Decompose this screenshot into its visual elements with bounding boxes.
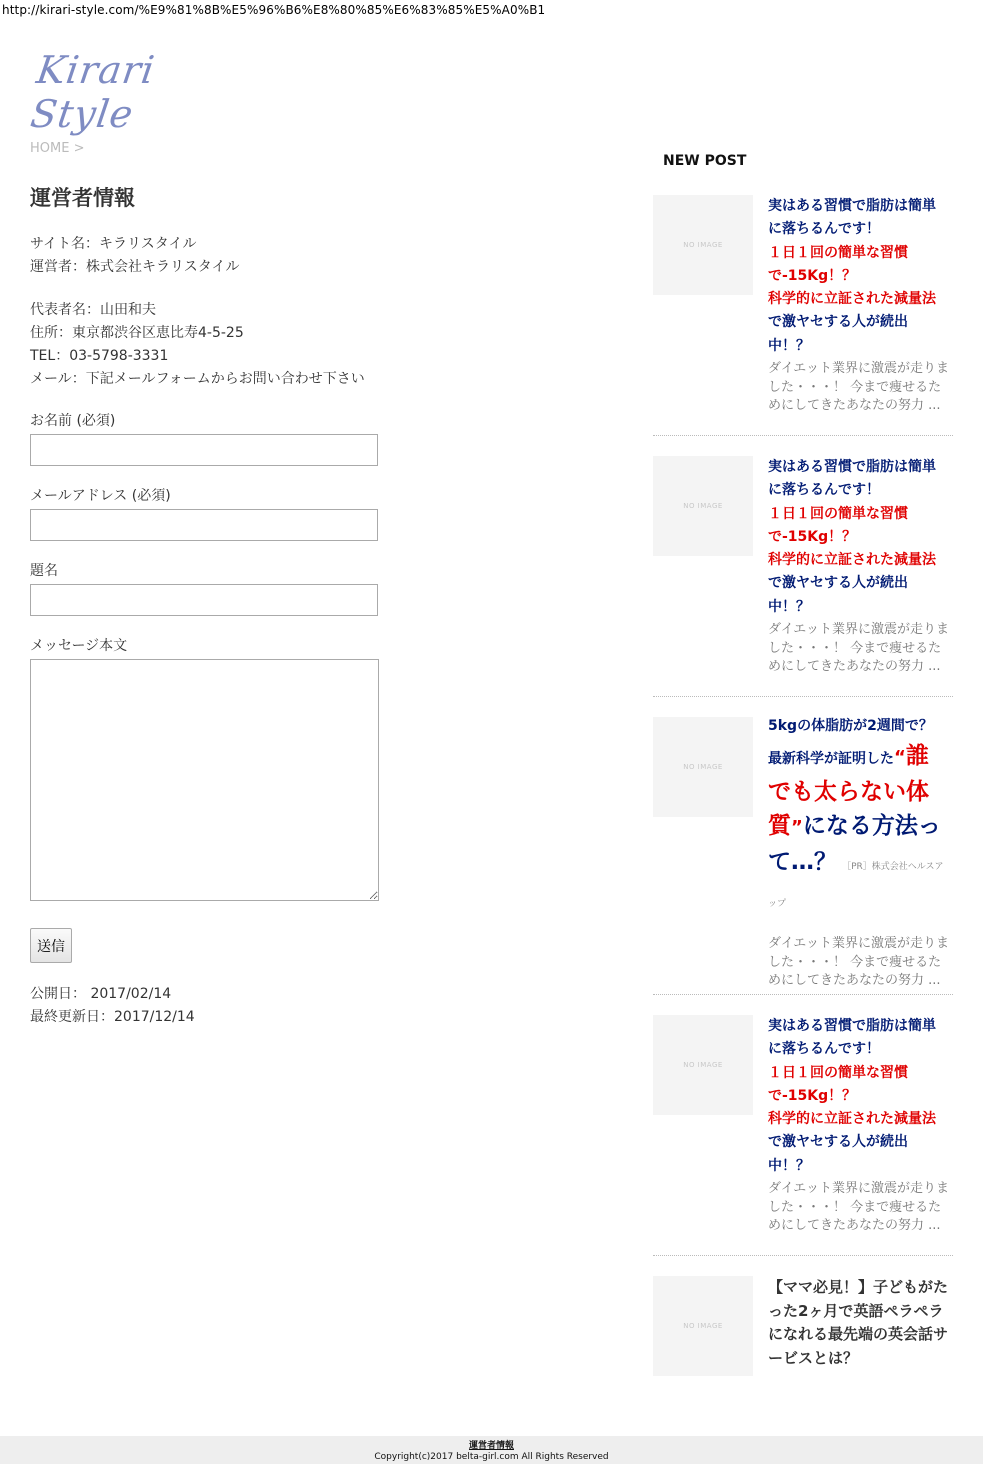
subject-label: 題名	[30, 563, 58, 579]
address-line: 住所：東京都渋谷区恵比寿4-5-25	[30, 325, 244, 341]
footer-operator-link[interactable]: 運営者情報	[468, 1441, 514, 1451]
post-title-line[interactable]: ービスとは？	[768, 1348, 859, 1367]
email-input[interactable]	[30, 509, 378, 541]
address-bar-url: http://kirari-style.com/%E9%81%8B%E5%96%B6%E8%80%85%E6%83%85%E5%A0%B1	[2, 3, 546, 17]
post-divider	[653, 1255, 953, 1256]
post-title-line[interactable]: で-15Kg！？	[768, 1087, 857, 1104]
message-label: メッセージ本文	[30, 638, 128, 654]
name-label: お名前 (必須)	[30, 413, 116, 429]
email-label: メールアドレス (必須)	[30, 488, 171, 504]
post-title-line[interactable]: 科学的に立証された減量法	[768, 552, 936, 569]
post-title-line[interactable]: った2ヶ月で英語ペラペラ	[768, 1301, 944, 1320]
post-title-fragment[interactable]: て…？	[768, 849, 837, 875]
post-body[interactable]	[768, 1276, 950, 1370]
post-thumbnail[interactable]: NO IMAGE	[653, 456, 753, 556]
post-excerpt: ダイエット業界に激震が走りました・・・！ 今まで痩せるためにしてきたあなたの努力 ...	[768, 936, 949, 988]
message-textarea[interactable]	[30, 659, 379, 901]
site-logo[interactable]	[27, 48, 266, 136]
post-title-line[interactable]: 中！？	[768, 1157, 810, 1174]
breadcrumb-home-link[interactable]: HOME >	[30, 141, 85, 156]
post-body[interactable]	[768, 1015, 950, 1236]
updated-date: 最終更新日：2017/12/14	[30, 1009, 195, 1025]
mail-line: メール：下記メールフォームからお問い合わせ下さい	[30, 371, 365, 387]
post-thumbnail[interactable]: NO IMAGE	[653, 1276, 753, 1376]
subject-input[interactable]	[30, 584, 378, 616]
post-title-line[interactable]: に落ちるんです！	[768, 482, 880, 499]
operator-line: 運営者：株式会社キラリスタイル	[30, 259, 240, 275]
footer	[0, 1436, 983, 1464]
post-title-line[interactable]: で激ヤセする人が続出	[768, 1134, 908, 1151]
contact-form	[30, 410, 382, 901]
post-title-line[interactable]: 5kgの体脂肪が2週間で？	[768, 718, 933, 734]
post-title-fragment[interactable]: 最新科学が証明した	[768, 751, 894, 767]
name-input[interactable]	[30, 434, 378, 466]
site-info-block	[30, 233, 239, 279]
post-title-line[interactable]	[768, 739, 950, 775]
tel-line: TEL：03-5798-3331	[30, 348, 169, 364]
sidebar-title: NEW POST	[663, 153, 747, 169]
submit-button[interactable]: 送信	[30, 928, 72, 963]
post-title-line[interactable]: 科学的に立証された減量法	[768, 291, 936, 308]
post-title-fragment[interactable]: 誰	[905, 743, 929, 769]
post-excerpt: ダイエット業界に激震が走りました・・・！ 今まで痩せるためにしてきたあなたの努力 ...	[768, 361, 949, 414]
page-title: 運営者情報	[30, 186, 135, 210]
post-title-fragment[interactable]: 質	[768, 813, 791, 839]
post-title-line[interactable]: で激ヤセする人が続出	[768, 575, 908, 592]
quote-mark: “	[894, 747, 906, 768]
post-title-line[interactable]: １日１回の簡単な習慣	[768, 505, 908, 522]
post-title-line[interactable]: 実はある習慣で脂肪は簡単	[768, 459, 936, 475]
post-thumbnail[interactable]: NO IMAGE	[653, 195, 753, 295]
post-title-line[interactable]: で激ヤセする人が続出	[768, 314, 908, 331]
footer-copyright: Copyright(c)2017 belta-girl.com All Rights Reserved	[374, 1452, 609, 1462]
contact-info-block	[30, 299, 365, 391]
post-body[interactable]	[768, 713, 950, 991]
breadcrumb[interactable]	[30, 141, 84, 156]
post-title-line[interactable]: 【ママ必見！】子どもがた	[768, 1278, 949, 1296]
post-title-line[interactable]: 中！？	[768, 598, 810, 615]
site-name-line: サイト名：キラリスタイル	[30, 236, 197, 252]
post-divider	[653, 994, 953, 995]
post-body[interactable]	[768, 195, 950, 416]
pr-label: ［PR］株式会社ヘルスアップ	[768, 862, 944, 909]
post-thumbnail[interactable]: NO IMAGE	[653, 717, 753, 817]
post-title-line[interactable]: １日１回の簡単な習慣	[768, 1064, 908, 1081]
post-thumbnail[interactable]: NO IMAGE	[653, 1015, 753, 1115]
post-dates	[30, 983, 195, 1029]
published-date: 公開日： 2017/02/14	[30, 986, 172, 1002]
post-title-line[interactable]: に落ちるんです！	[768, 221, 880, 238]
post-excerpt: ダイエット業界に激震が走りました・・・！ 今まで痩せるためにしてきたあなたの努力 ...	[768, 1181, 949, 1234]
quote-mark: ”	[791, 817, 803, 838]
post-title-line[interactable]	[768, 809, 950, 845]
post-body[interactable]	[768, 456, 950, 677]
post-title-line[interactable]: 科学的に立証された減量法	[768, 1111, 936, 1128]
post-title-line[interactable]: でも太らない体	[768, 779, 929, 805]
post-title-line[interactable]: で-15Kg！？	[768, 267, 857, 284]
post-title-line[interactable]: 実はある習慣で脂肪は簡単	[768, 198, 936, 214]
post-title-line[interactable]: 実はある習慣で脂肪は簡単	[768, 1018, 936, 1034]
post-title-line[interactable]: １日１回の簡単な習慣	[768, 244, 908, 261]
post-title-line[interactable]: で-15Kg！？	[768, 528, 857, 545]
representative-line: 代表者名：山田和夫	[30, 302, 156, 318]
post-excerpt: ダイエット業界に激震が走りました・・・！ 今まで痩せるためにしてきたあなたの努力 ...	[768, 622, 949, 675]
post-divider	[653, 696, 953, 697]
post-title-line[interactable]: になれる最先端の英会話サ	[768, 1325, 949, 1343]
post-title-fragment[interactable]: になる方法っ	[802, 813, 941, 839]
post-title-line[interactable]	[768, 845, 950, 921]
post-title-line[interactable]: に落ちるんです！	[768, 1041, 880, 1058]
post-divider	[653, 435, 953, 436]
post-title-line[interactable]: 中！？	[768, 337, 810, 354]
logo-text: Kirari Style	[27, 48, 158, 136]
